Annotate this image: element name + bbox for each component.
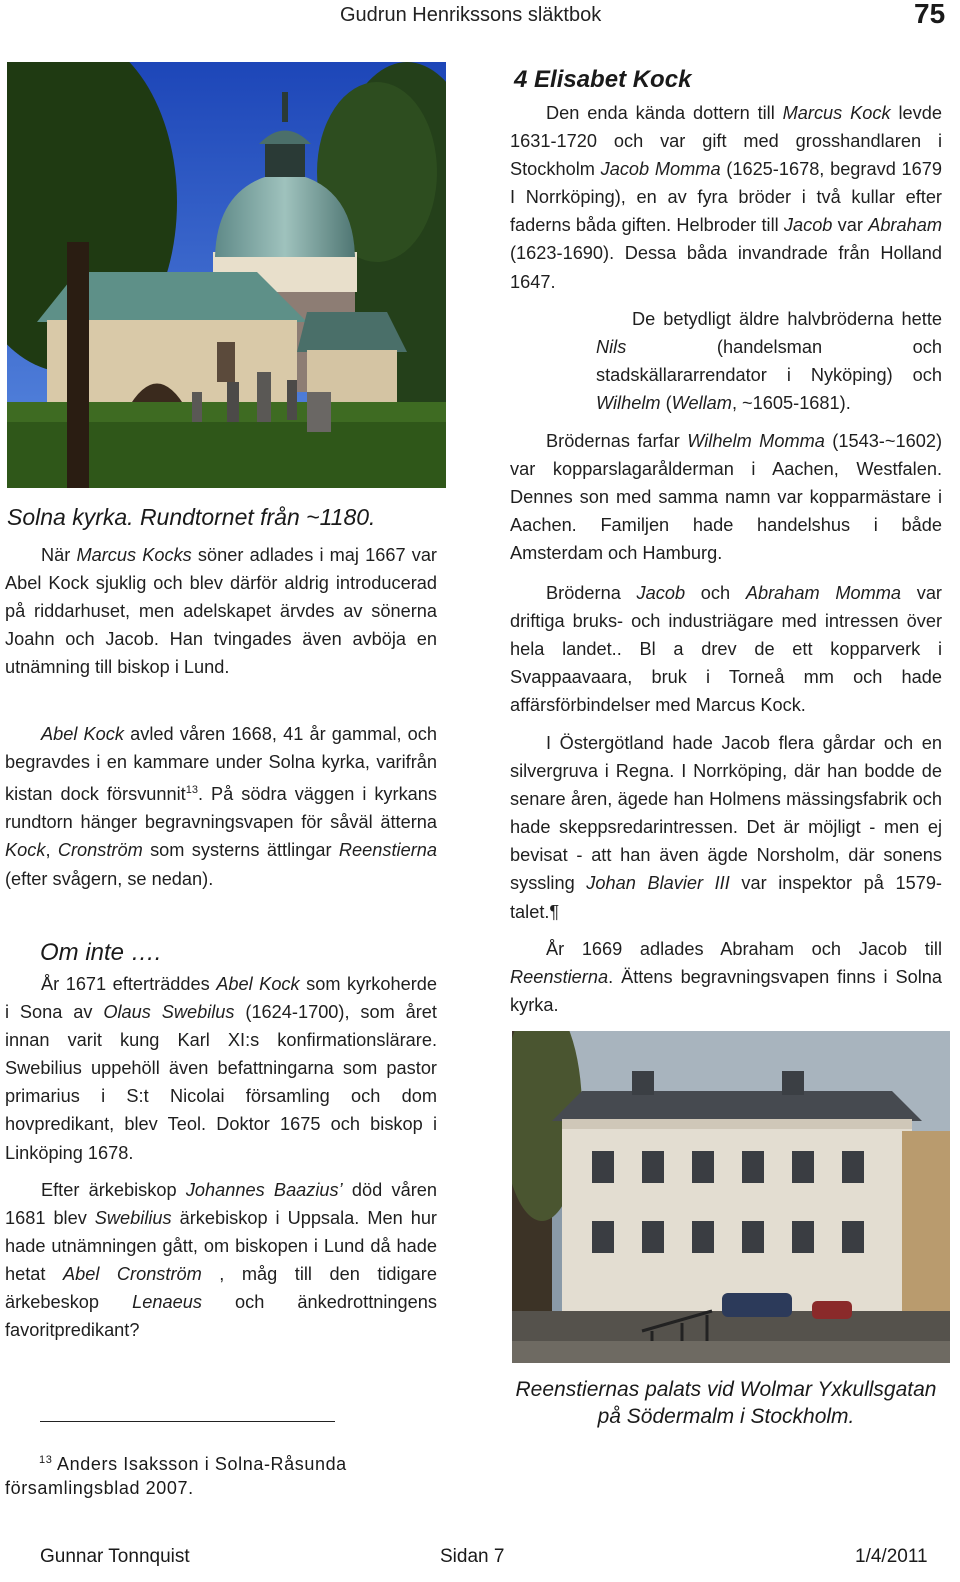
page-number: 75 (914, 0, 946, 29)
left-paragraph-2: Abel Kock avled våren 1668, 41 år gammal, och begravdes i en kammare under Solna kyrka, varifrån kistan dock försvunnit$^{13}$. På södra väggen i kyrkans rundtorn hänger begravningsvapen för såväl ätterna Kock, Cronström som systerns ättlingar Reenstierna (efter svågern, se nedan). (5, 724, 438, 889)
footer-date: 1/4/2011 (855, 1546, 928, 1567)
right-paragraph-1: Den enda kända dottern till Marcus Kock levde 1631-1720 och var gift med grosshandlaren i Stockholm Jacob Momma (1625-1678, begravd 1679 I Norrköping), en av fyra bröder i två kullar efter faderns båda giften. Helbroder till Jacob var Abraham (1623-1690). Dessa båda invandrade från Holland 1647. (510, 103, 942, 292)
palace-photo (512, 1031, 950, 1363)
right-paragraph-5: I Östergötland hade Jacob flera gårdar och en silvergruva i Regna. I Norrköping, där han bodde de senare åren, ägede han Holmens mässingsfabrik och hade skeppsredarintressen. Det är möjligt - men ej bevisat - att han även ägde Norsholm, där sonens syssling Johan Blavier III var inspektor på 1579-talet.¶ (510, 733, 942, 922)
footnote-ref: 13 (185, 784, 198, 797)
left-paragraph-1: När Marcus Kocks söner adlades i maj 1667 var Abel Kock sjuklig och blev därför aldrig introducerad på riddarhuset, men adelskapet ärvdes av sönerna Joahn och Jacob. Han tvingades även avböja en utnämning till biskop i Lund. (5, 545, 437, 678)
footer-page: Sidan 7 (440, 1546, 505, 1567)
right-paragraph-6: År 1669 adlades Abraham och Jacob till Reenstierna. Ättens begravningsvapen finns i Solna kyrka. (510, 939, 942, 1016)
church-photo-caption: Solna kyrka. Rundtornet från ~1180. (7, 504, 376, 530)
footnote-separator (40, 1421, 335, 1422)
right-paragraph-2: De betydligt äldre halvbröderna hette Nils (handelsman och stadskällararrendator i Nyköping) och Wilhelm (Wellam, ~1605-1681). (596, 309, 942, 414)
left-paragraph-4: Efter ärkebiskop Johannes Baazius’ död våren 1681 blev Swebilius ärkebiskop i Uppsala. Men hur hade utnämningen gått, om biskopen i Lund då hade hetat Abel Cronström , måg till den tidigare ärkebeskop Lenaeus och änkedrottningens favoritpredikant? (5, 1180, 437, 1341)
footer-author: Gunnar Tonnquist (40, 1546, 190, 1567)
section-heading: 4 Elisabet Kock (514, 66, 692, 93)
left-paragraph-3: År 1671 efterträddes Abel Kock som kyrkoherde i Sona av Olaus Swebilus (1624-1700), som året innan varit kung Karl XI:s konfirmationslärare. Swebilius uppehöll även befattningarna som pastor primarius i S:t Nicolai församling och dom hovpredikant, blev Teol. Doktor 1675 och biskop i Linköping 1678. (5, 974, 437, 1163)
running-title: Gudrun Henrikssons släktbok (340, 4, 602, 26)
footnote: $^{13}$ Anders Isaksson i Solna-Råsunda församlingsblad 2007. (5, 1454, 347, 1498)
palace-photo-caption: Reenstiernas palats vid Wolmar Yxkullsgatan på Södermalm i Stockholm. (515, 1378, 937, 1428)
right-paragraph-4: Bröderna Jacob och Abraham Momma var driftiga bruks- och industriägare med intressen över hela landet.. Bl a drev de ett kopparverk i Svappaavaara, bruk i Torneå mm och hade affärsförbindelser med Marcus Kock. (510, 583, 942, 716)
right-paragraph-3: Brödernas farfar Wilhelm Momma (1543-~1602) var kopparslagarålderman i Aachen, Westfalen. Dennes son med samma namn var kopparmästare i Aachen. Familjen hade handelshus i både Amsterdam och Hamburg. (510, 431, 943, 564)
church-photo (7, 62, 446, 488)
subheading-om-inte: Om inte …. (40, 939, 162, 966)
